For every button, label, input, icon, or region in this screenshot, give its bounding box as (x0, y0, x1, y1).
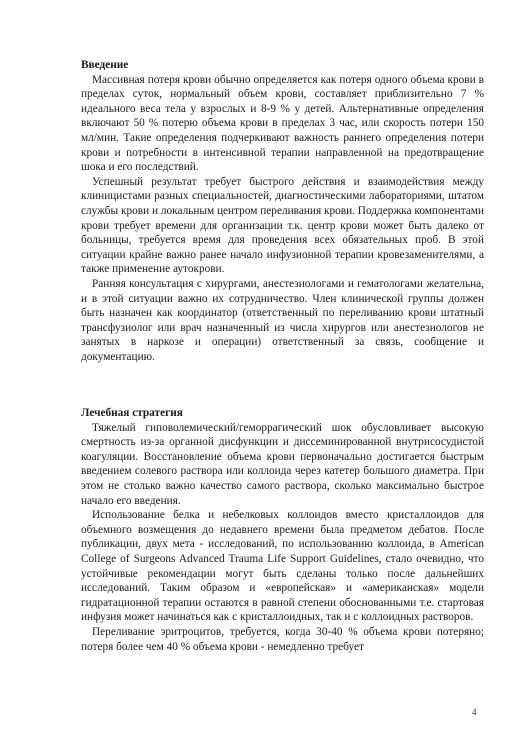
paragraph: Ранняя консультация с хирургами, анестезиологами и гематологами желательна, и в этой ситуации важно их сотрудничество. Член клинической группы должен быть назначен как координатор (ответственный по переливанию крови штатный трансфузиолог или врач назначенный из числа хирургов или анестезиологов не занятых в наркозе и операции) ответственный за связь, сообщение и документацию. (81, 277, 484, 363)
paragraph: Тяжелый гиповолемический/геморрагический шок обусловливает высокую смертность из-за органной дисфункции и диссеминированной внутрисосудистой коагуляции. Восстановление объема крови первоначально достигается быстрым введением солевого раствора или коллоида через катетер большого диаметра. При этом не столько важно качество самого раствора, сколько максимально быстрое начало его введения. (81, 421, 484, 507)
page-number: 4 (472, 707, 477, 717)
section-introduction (81, 58, 484, 364)
section-heading: Лечебная стратегия (81, 407, 183, 419)
paragraph: Переливание эритроцитов, требуется, когда 30-40 % объема крови потеряно; потеря более чем 40 % объема крови - немедленно требует (81, 625, 484, 653)
paragraph: Использование белка и небелковых коллоидов вместо кристаллоидов для объемного возмещения до недавнего времени была предметом дебатов. После публикации, двух мета - исследований, по использованию коллоида, в American College of Surgeons Advanced Trauma Life Support Guidelines, стало очевидно, что устойчивые рекомендации могут быть сделаны только после дальнейших исследований. Таким образом и «европейская» и «американская» модели гидратационной терапии остаются в равной степени обоснованными т.е. стартовая инфузия может начинаться как с кристаллоидных, так и с коллоидных растворов. (81, 509, 484, 624)
section-heading: Введение (81, 59, 129, 71)
section-treatment-strategy (81, 406, 484, 654)
paragraph: Массивная потеря крови обычно определяется как потеря одного объема крови в пределах суток, нормальный объем крови, составляет приблизительно 7 % идеального веса тела у взрослых и 8-9 % у детей. Альтернативные определения включают 50 % потерю объема крови в пределах 3 час, или скорость потери 150 мл/мин. Такие определения подчеркивают важность раннего определения потери крови и потребности в интенсивной терапии направленной на предотвращение шока и его последствий. (81, 73, 484, 174)
paragraph: Успешный результат требует быстрого действия и взаимодействия между клиницистами разных специальностей, диагностическими лабораториями, штатом службы крови и локальным центром переливания крови. Поддержка компонентами крови требует времени для организации т.к. центр крови может быть далеко от больницы, требуется время для проведения всех обязательных проб. В этой ситуации крайне важно ранее начало инфузионной терапии кровезаменителями, а также применение аутокрови. (81, 175, 484, 276)
